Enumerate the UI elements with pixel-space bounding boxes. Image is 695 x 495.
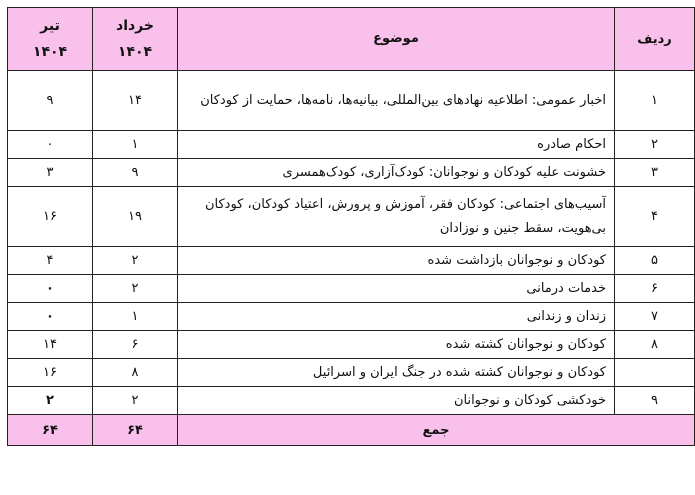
header-tir-name: تیر — [40, 18, 60, 34]
row-khordad-value: ۲ — [93, 247, 178, 275]
row-tir-value: ۳ — [8, 159, 93, 187]
row-topic: کودکان و نوجوانان کشته شده در جنگ ایران و اسرائیل — [178, 359, 615, 387]
total-tir: ۶۴ — [8, 415, 93, 446]
row-topic: آسیب‌های اجتماعی: کودکان فقر، آموزش و پرورش، اعتیاد کودکان، کودکان بی‌هویت، سقط جنین و نوزادان — [178, 187, 615, 247]
row-tir-value: ۰ — [8, 303, 93, 331]
row-khordad-value: ۱ — [93, 303, 178, 331]
table-row — [8, 387, 695, 415]
row-tir-value: ۴ — [8, 247, 93, 275]
row-topic: خدمات درمانی — [178, 275, 615, 303]
row-khordad-value: ۸ — [93, 359, 178, 387]
row-number: ۶ — [615, 275, 695, 303]
row-tir-value: ۱۶ — [8, 187, 93, 247]
row-number: ۴ — [615, 187, 695, 247]
row-khordad-value: ۶ — [93, 331, 178, 359]
row-tir-value: ۰ — [8, 131, 93, 159]
header-khordad — [93, 8, 178, 71]
table-row — [8, 187, 695, 247]
statistics-table — [7, 7, 695, 446]
row-topic: خودکشی کودکان و نوجوانان — [178, 387, 615, 415]
row-khordad-value: ۱ — [93, 131, 178, 159]
row-number: ۹ — [615, 387, 695, 415]
header-khordad-name: خرداد — [116, 18, 154, 34]
row-number: ۲ — [615, 131, 695, 159]
header-row — [8, 8, 695, 71]
row-topic: زندان و زندانی — [178, 303, 615, 331]
row-tir-value: ۰ — [8, 275, 93, 303]
row-khordad-value: ۱۹ — [93, 187, 178, 247]
row-topic: احکام صادره — [178, 131, 615, 159]
header-khordad-year: ۱۴۰۴ — [117, 44, 153, 60]
table-row — [8, 331, 695, 359]
row-topic: خشونت علیه کودکان و نوجوانان: کودک‌آزاری، کودک‌همسری — [178, 159, 615, 187]
table-row — [8, 303, 695, 331]
table-row — [8, 71, 695, 131]
table-row — [8, 359, 695, 387]
row-number: ۱ — [615, 71, 695, 131]
row-number: ۷ — [615, 303, 695, 331]
header-tir-year: ۱۴۰۴ — [32, 44, 68, 60]
row-khordad-value: ۹ — [93, 159, 178, 187]
row-topic: کودکان و نوجوانان کشته شده — [178, 331, 615, 359]
header-tir — [8, 8, 93, 71]
row-tir-value: ۲ — [8, 387, 93, 415]
total-khordad: ۶۴ — [93, 415, 178, 446]
row-number: ۸ — [615, 331, 695, 359]
total-label: جمع — [178, 415, 695, 446]
row-khordad-value: ۲ — [93, 275, 178, 303]
row-topic: اخبار عمومی: اطلاعیه نهادهای بین‌المللی، بیانیه‌ها، نامه‌ها، حمایت از کودکان — [178, 71, 615, 131]
row-number: ۳ — [615, 159, 695, 187]
total-row — [8, 415, 695, 446]
row-number: ۵ — [615, 247, 695, 275]
row-tir-value: ۱۴ — [8, 331, 93, 359]
row-khordad-value: ۱۴ — [93, 71, 178, 131]
table-row — [8, 275, 695, 303]
header-row-number: ردیف — [615, 8, 695, 71]
table-row — [8, 131, 695, 159]
row-topic: کودکان و نوجوانان بازداشت شده — [178, 247, 615, 275]
row-number — [615, 359, 695, 387]
row-tir-value: ۹ — [8, 71, 93, 131]
table-row — [8, 159, 695, 187]
header-topic: موضوع — [178, 8, 615, 71]
row-tir-value: ۱۶ — [8, 359, 93, 387]
row-khordad-value: ۲ — [93, 387, 178, 415]
table-row — [8, 247, 695, 275]
